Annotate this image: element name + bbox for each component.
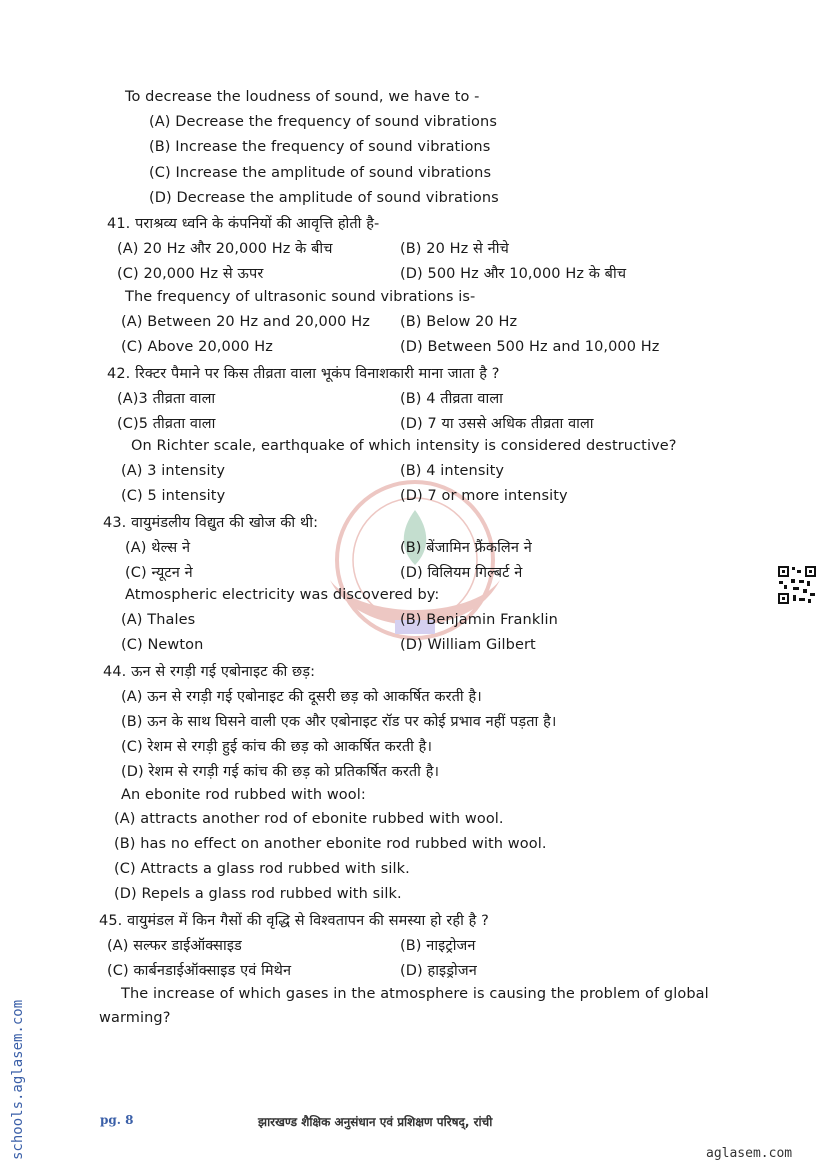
option-b: (B) Below 20 Hz — [400, 314, 518, 330]
question-44-english-stem: An ebonite rod rubbed with wool: — [121, 787, 366, 803]
question-44-hindi-stem: 44. ऊन से रगड़ी गई एबोनाइट की छड़: — [103, 664, 316, 680]
option-a: (A) Decrease the frequency of sound vibrations — [149, 114, 497, 130]
question-42-english-stem: On Richter scale, earthquake of which intensity is considered destructive? — [131, 438, 677, 454]
option-d: (D) 500 Hz और 10,000 Hz के बीच — [400, 266, 627, 282]
option-d: (D) Repels a glass rod rubbed with silk. — [114, 886, 402, 902]
option-d: (D) Between 500 Hz and 10,000 Hz — [400, 339, 660, 355]
option-b: (B) 4 intensity — [400, 463, 505, 479]
option-a: (A)3 तीव्रता वाला — [117, 391, 216, 407]
option-a: (A) 20 Hz और 20,000 Hz के बीच — [117, 241, 333, 257]
option-c: (C) कार्बनडाईऑक्साइड एवं मिथेन — [107, 963, 292, 979]
option-a: (A) Thales — [121, 612, 196, 628]
option-a: (A) सल्फर डाईऑक्साइड — [107, 938, 242, 954]
option-d: (D) William Gilbert — [400, 637, 536, 653]
option-b: (B) has no effect on another ebonite rod rubbed with wool. — [114, 836, 547, 852]
option-d: (D) रेशम से रगड़ी गई कांच की छड़ को प्रतिकर्षित करती है। — [121, 764, 440, 780]
question-42-hindi-stem: 42. रिक्टर पैमाने पर किस तीव्रता वाला भूकंप विनाशकारी माना जाता है ? — [107, 366, 500, 382]
option-b: (B) 4 तीव्रता वाला — [400, 391, 504, 407]
question-43-english-stem: Atmospheric electricity was discovered by: — [125, 587, 440, 603]
option-a: (A) 3 intensity — [121, 463, 226, 479]
option-b: (B) Benjamin Franklin — [400, 612, 558, 628]
option-a: (A) attracts another rod of ebonite rubbed with wool. — [114, 811, 504, 827]
qr-code-icon — [777, 565, 817, 605]
option-c: (C) Increase the amplitude of sound vibrations — [149, 165, 492, 181]
option-d: (D) विलियम गिल्बर्ट ने — [400, 565, 523, 581]
option-c: (C) Attracts a glass rod rubbed with silk. — [114, 861, 410, 877]
question-43-hindi-stem: 43. वायुमंडलीय विद्युत की खोज की थी: — [103, 515, 319, 531]
option-a: (A) ऊन से रगड़ी गई एबोनाइट की दूसरी छड़ को आकर्षित करती है। — [121, 689, 482, 705]
question-41-hindi-stem: 41. पराश्रव्य ध्वनि के कंपनियों की आवृत्ति होती है- — [107, 216, 380, 232]
page-number: pg. 8 — [100, 1113, 134, 1127]
option-d: (D) हाइड्रोजन — [400, 963, 477, 979]
question-45-hindi-stem: 45. वायुमंडल में किन गैसों की वृद्धि से विश्वतापन की समस्या हो रही है ? — [99, 913, 489, 929]
footer-organization: झारखण्ड शैक्षिक अनुसंधान एवं प्रशिक्षण परिषद्, रांची — [258, 1115, 493, 1129]
option-b: (B) 20 Hz से नीचे — [400, 241, 509, 257]
option-d: (D) Decrease the amplitude of sound vibrations — [149, 190, 499, 206]
option-b: (B) नाइट्रोजन — [400, 938, 476, 954]
footer-website: aglasem.com — [706, 1146, 793, 1161]
option-a: (A) थेल्स ने — [125, 540, 191, 556]
side-watermark-text: schools.aglasem.com — [10, 999, 26, 1160]
option-c: (C) Above 20,000 Hz — [121, 339, 273, 355]
option-c: (C) 20,000 Hz से ऊपर — [117, 266, 264, 282]
option-c: (C) Newton — [121, 637, 204, 653]
option-c: (C) रेशम से रगड़ी हुई कांच की छड़ को आकर्षित करती है। — [121, 739, 433, 755]
question-40-stem: To decrease the loudness of sound, we have to - — [125, 89, 480, 105]
option-c: (C) न्यूटन ने — [125, 565, 193, 581]
question-45-english-stem: The increase of which gases in the atmosphere is causing the problem of global — [121, 986, 709, 1002]
option-c: (C) 5 intensity — [121, 488, 226, 504]
option-b: (B) बेंजामिन फ्रैंकलिन ने — [400, 540, 532, 556]
option-b: (B) ऊन के साथ घिसने वाली एक और एबोनाइट रॉड पर कोई प्रभाव नहीं पड़ता है। — [121, 714, 557, 730]
question-41-english-stem: The frequency of ultrasonic sound vibrations is- — [125, 289, 476, 305]
question-45-english-stem-continued: warming? — [99, 1010, 171, 1026]
option-d: (D) 7 या उससे अधिक तीव्रता वाला — [400, 416, 594, 432]
option-b: (B) Increase the frequency of sound vibrations — [149, 139, 491, 155]
option-c: (C)5 तीव्रता वाला — [117, 416, 216, 432]
option-d: (D) 7 or more intensity — [400, 488, 568, 504]
option-a: (A) Between 20 Hz and 20,000 Hz — [121, 314, 370, 330]
